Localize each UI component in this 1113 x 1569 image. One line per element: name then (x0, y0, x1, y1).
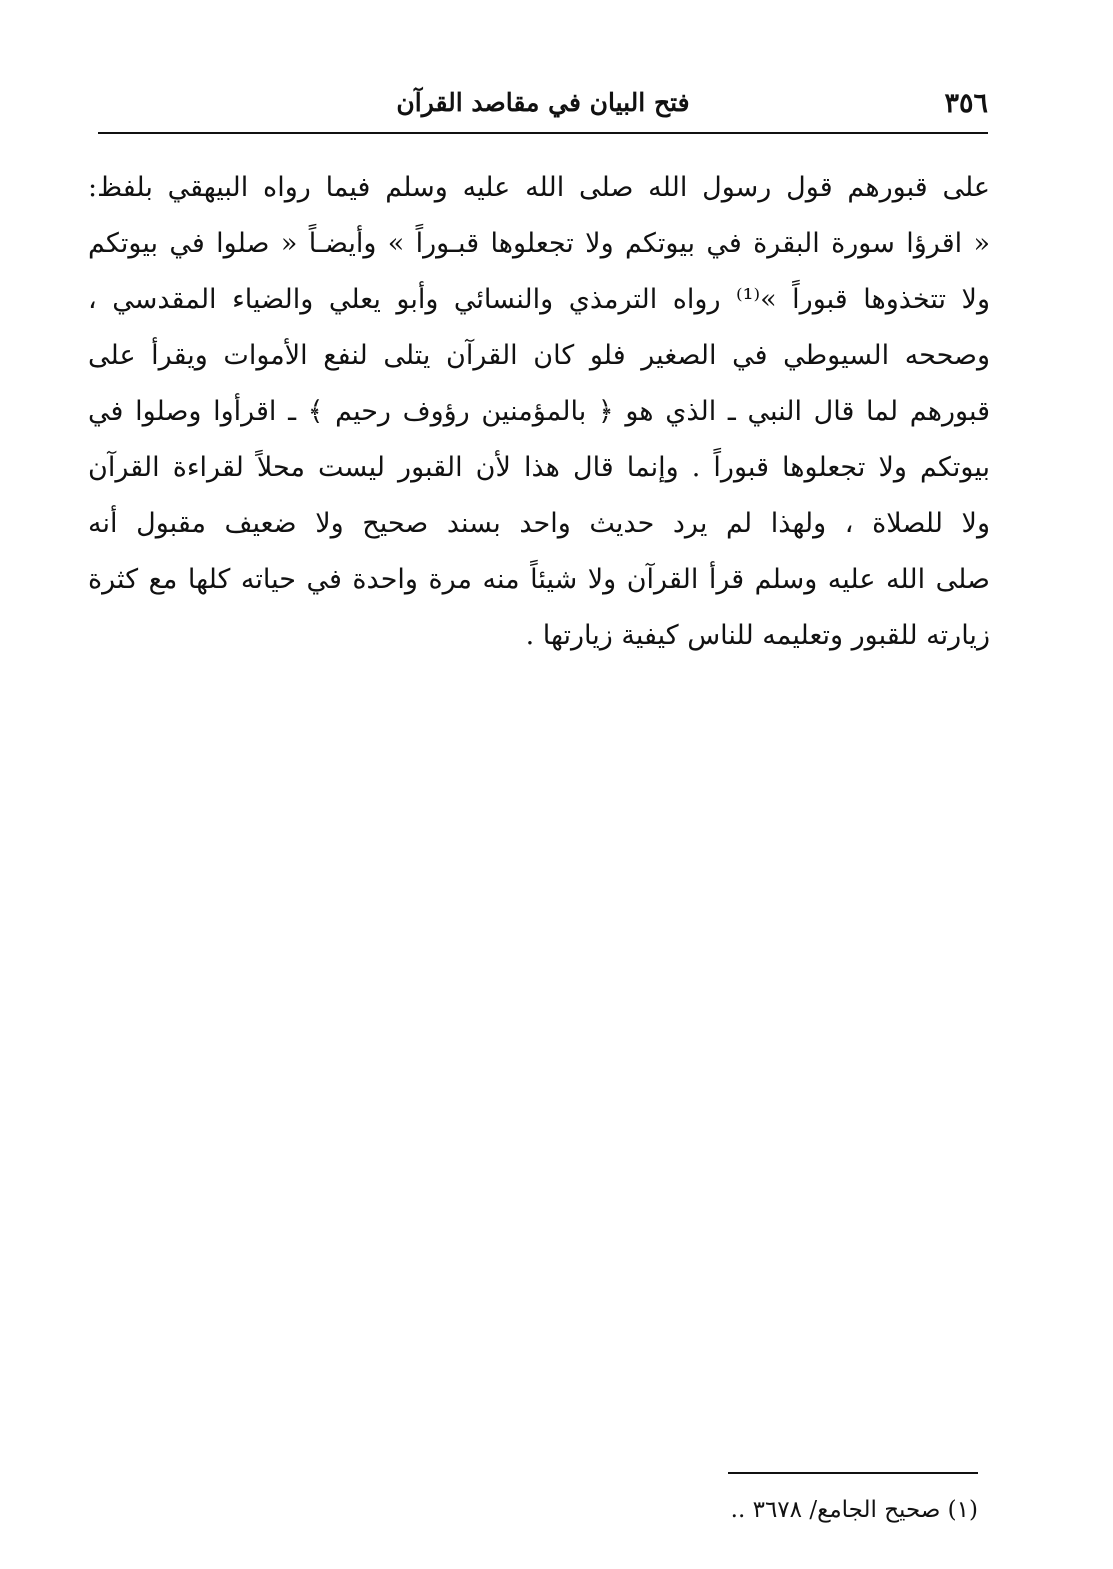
text-line: قبورهم لما قال النبي ـ الذي هو ﴿ بالمؤمنين رؤوف رحيم ﴾ ـ اقرأوا وصلوا في (88, 396, 990, 427)
text-line: زيارته للقبور وتعليمه للناس كيفية زيارتها . (525, 620, 990, 651)
page-header (98, 86, 988, 130)
body-text (88, 160, 990, 664)
text-line: على قبورهم قول رسول الله صلى الله عليه وسلم فيما رواه البيهقي بلفظ: (88, 172, 990, 203)
text-line: « اقرؤا سورة البقرة في بيوتكم ولا تجعلوها قبـوراً » وأيضـاً « صلوا في بيوتكم (88, 228, 990, 259)
running-title: فتح البيان في مقاصد القرآن (396, 88, 690, 117)
page-number: ٣٥٦ (944, 88, 988, 119)
text-line: ولا للصلاة ، ولهذا لم يرد حديث واحد بسند صحيح ولا ضعيف مقبول أنه (88, 508, 990, 539)
text-line: صلى الله عليه وسلم قرأ القرآن ولا شيئاً منه مرة واحدة في حياته كلها مع كثرة (88, 564, 990, 595)
text-line: بيوتكم ولا تجعلوها قبوراً . وإنما قال هذا لأن القبور ليست محلاً لقراءة القرآن (88, 452, 990, 483)
header-divider (98, 132, 988, 134)
text-line: وصححه السيوطي في الصغير فلو كان القرآن يتلى لنفع الأموات ويقرأ على (88, 340, 990, 371)
text-line: ولا تتخذوها قبوراً »⁽¹⁾ رواه الترمذي والنسائي وأبو يعلي والضياء المقدسي ، (88, 284, 990, 315)
footnote: (١) صحيح الجامع/ ٣٦٧٨ .. (730, 1497, 978, 1523)
footnote-divider (728, 1472, 978, 1474)
